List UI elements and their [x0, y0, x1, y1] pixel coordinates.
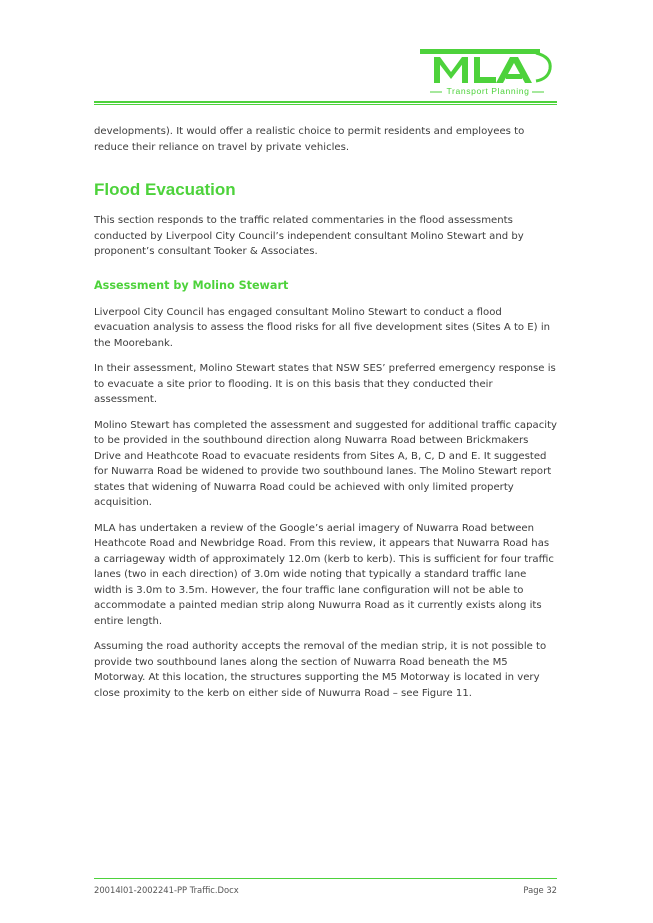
page-number: Page 32 — [523, 885, 557, 895]
logo-text: MLA — [485, 77, 489, 78]
paragraph: Liverpool City Council has engaged consultant Molino Stewart to conduct a flood evacuation analysis to assess the flood risks for all five development sites (Sites A to E) in the Moorebank. — [94, 306, 551, 349]
paragraph: Assuming the road authority accepts the removal of the median strip, it is not possible to provide two southbound lanes along the section of Nuwarra Road beneath the M5 Motorway. At this location, the structures supporting the M5 Motorway is located in very close proximity to the kerb on either side of Nuwurra Road – see Figure 11. — [94, 641, 547, 699]
intro-continuation: developments). It would offer a realistic choice to permit residents and employees to reduce their reliance on travel by private vehicles. — [94, 126, 525, 153]
doc-reference: 20014l01-2002241-PP Traffic.Docx — [94, 885, 239, 895]
paragraph: MLA has undertaken a review of the Google’s aerial imagery of Nuwarra Road between Heathcote Road and Newbridge Road. From this review, it appears that Nuwarra Road has a carriageway width of approximately 12.0m (kerb to kerb). This is sufficient for four traffic lanes (two in each direction) of 3.0m wide noting that typically a standard traffic lane width is 3.0m to 3.5m. However, the four traffic lane configuration will not be able to accommodate a painted median strip along Nuwurra Road as it currently exists along its entire length. — [94, 522, 554, 627]
header-rule — [94, 101, 557, 103]
paragraph: Molino Stewart has completed the assessment and suggested for additional traffic capacity to be provided in the southbound direction along Nuwarra Road between Brickmakers Drive and Heathcote Road to evacuate residents from Sites A, B, C, D and E. It suggested for Nuwarra Road be widened to provide two southbound lanes. The Molino Stewart report states that widening of Nuwarra Road could be achieved with only limited property acquisition. — [94, 419, 557, 508]
header-rule-thin — [94, 104, 557, 105]
section-intro: This section responds to the traffic related commentaries in the flood assessments conducted by Liverpool City Council’s independent consultant Molino Stewart and by proponent’s consultant Tooker & Associates. — [94, 215, 524, 257]
page-content — [94, 124, 557, 711]
section-title: Flood Evacuation — [94, 180, 236, 199]
paragraph: In their assessment, Molino Stewart states that NSW SES’ preferred emergency response is to evacuate a site prior to flooding. It is on this basis that they conducted their assessment. — [94, 363, 556, 405]
subsection-title: Assessment by Molino Stewart — [94, 278, 289, 292]
logo-tagline: Transport Planning — [446, 86, 530, 96]
footer-rule — [94, 878, 557, 879]
